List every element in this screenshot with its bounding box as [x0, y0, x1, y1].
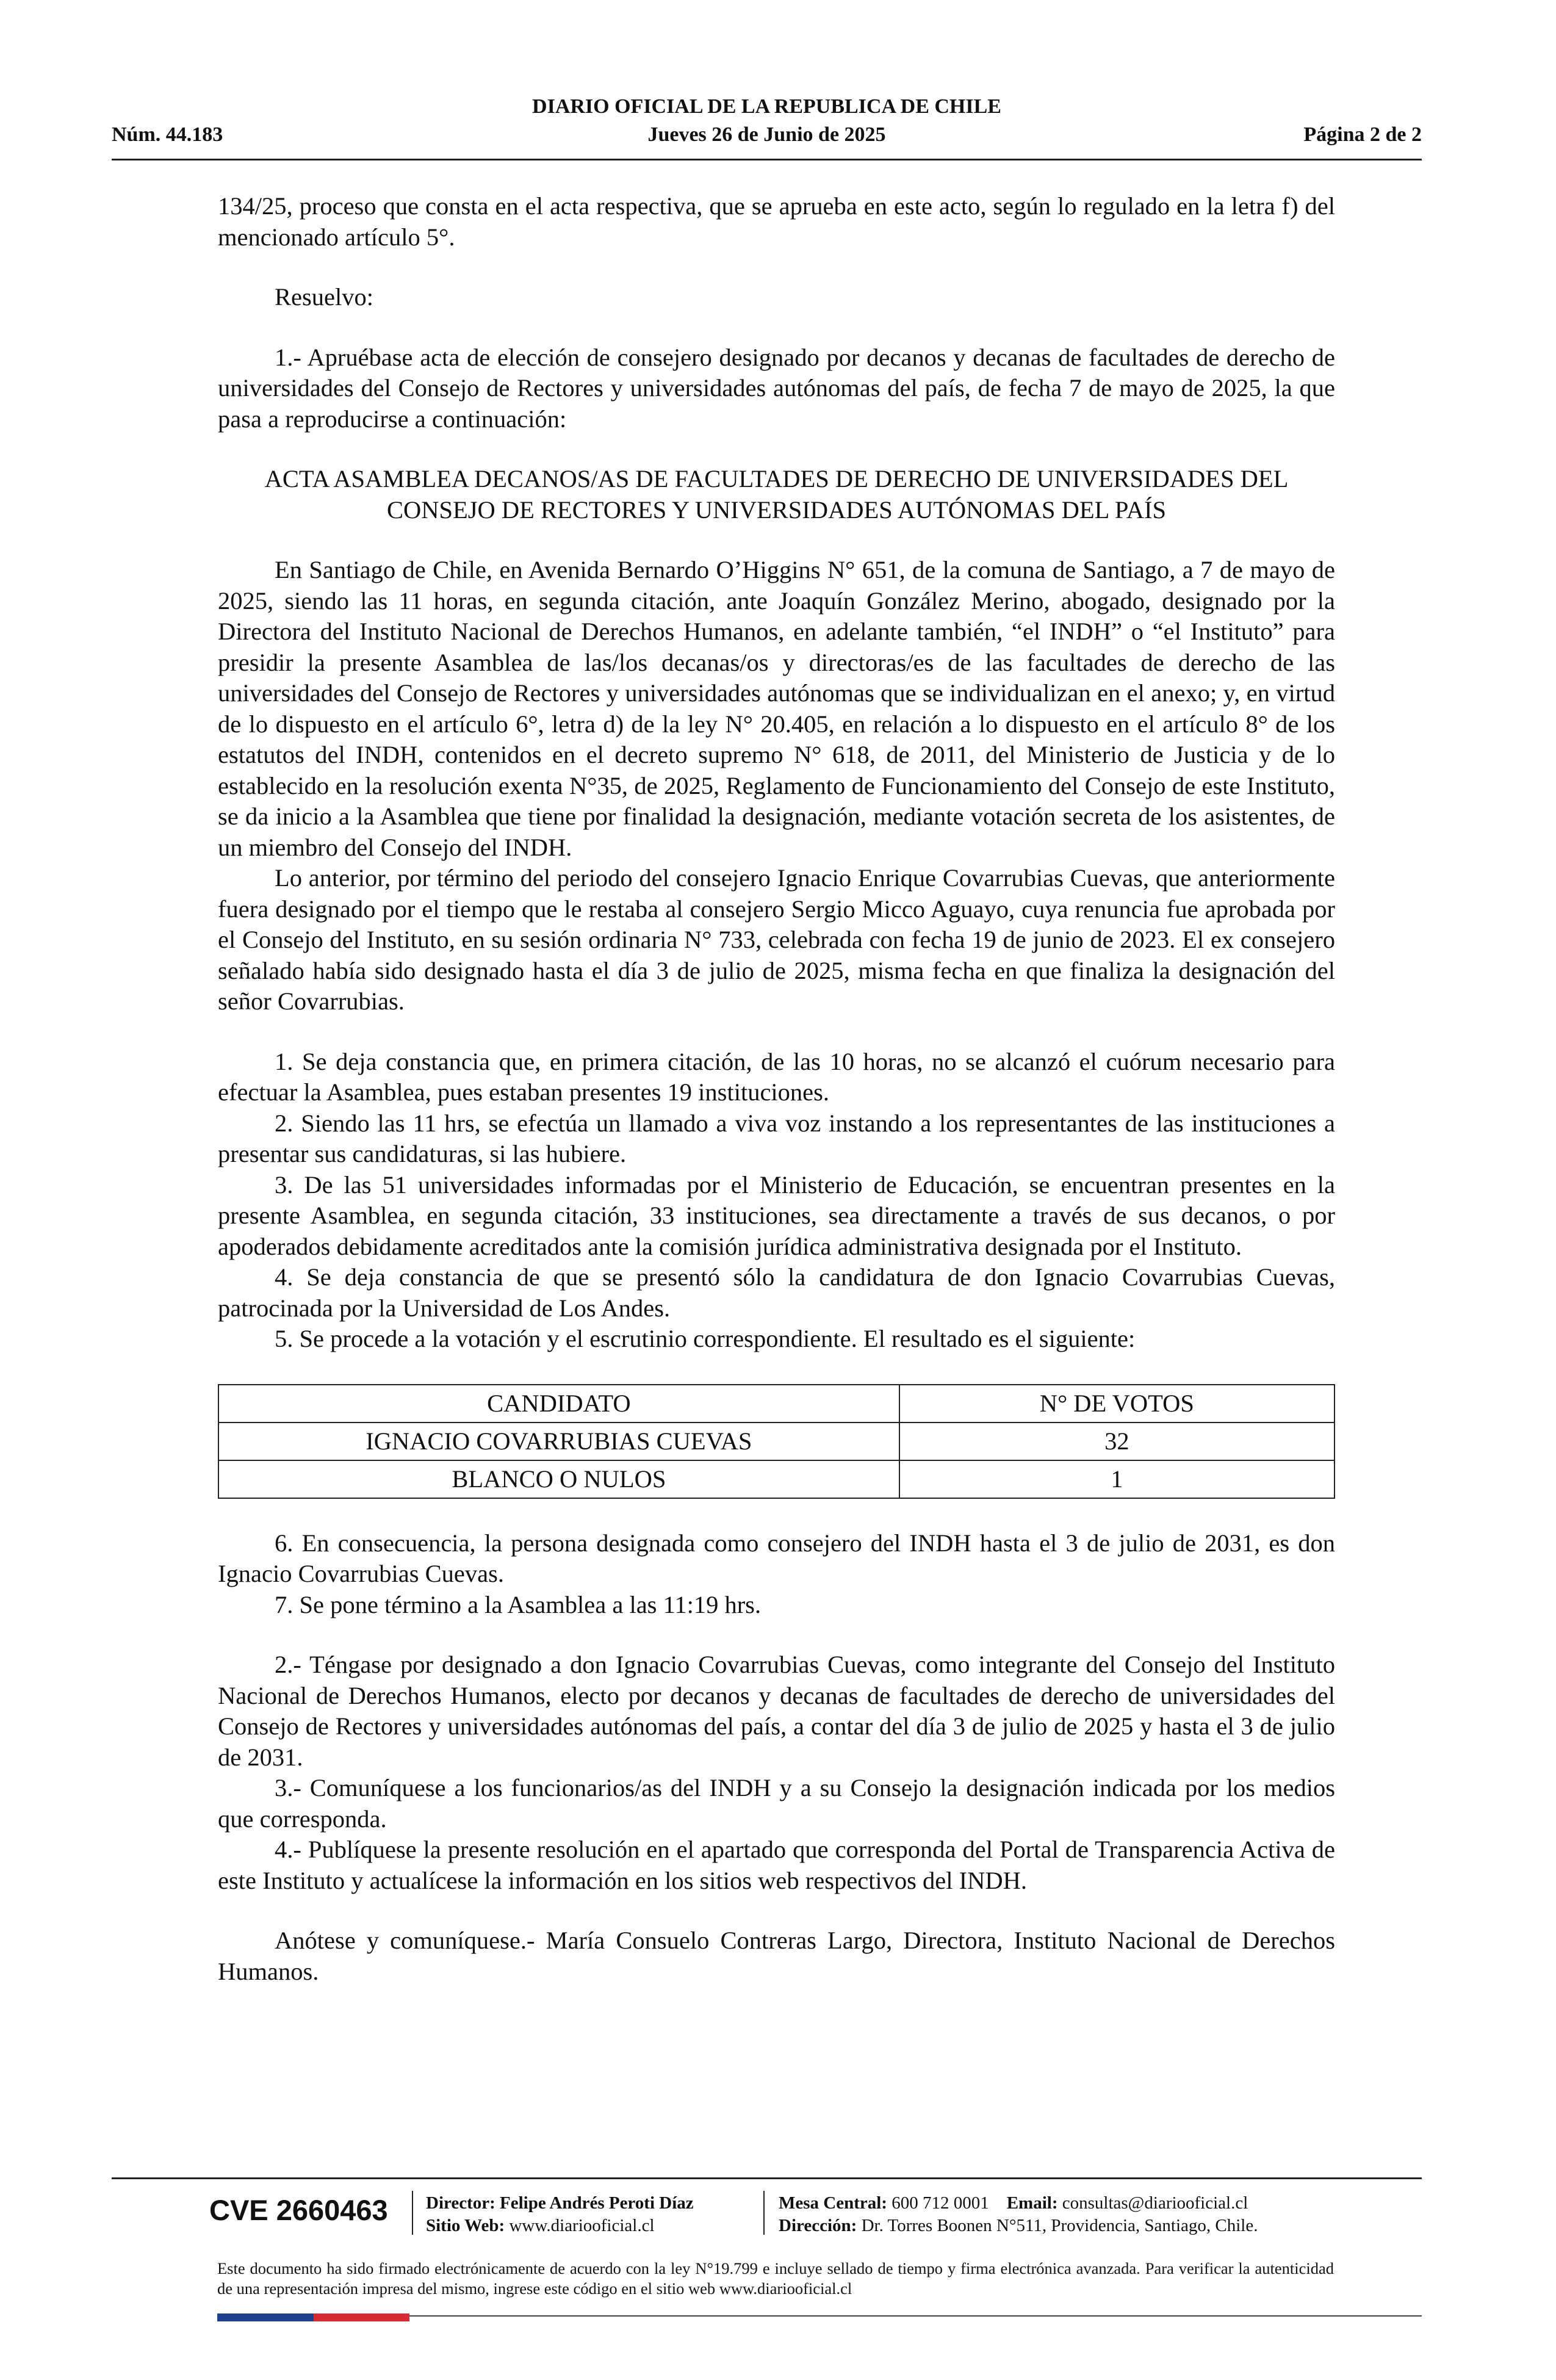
- paragraph-intro: 134/25, proceso que consta en el acta respectiva, que se aprueba en este acto, según lo regulado en la letra f) del mencionado artículo 5°.: [218, 192, 1335, 251]
- footer-separator: [412, 2191, 413, 2235]
- resolution-item-1: 1.- Apruébase acta de elección de consejero designado por decanos y decanas de facultades de derecho de universidades del Consejo de Rectores y universidades autónomas del país, de fecha 7 de mayo de 2025, la que pasa a reproducirse a continuación:: [218, 343, 1335, 433]
- footer-divider: [112, 2177, 1422, 2179]
- contact-info: [779, 2192, 1258, 2237]
- vote-results-table: [218, 1384, 1335, 1499]
- resolution-item-2: 2.- Téngase por designado a don Ignacio Covarrubias Cuevas, como integrante del Consejo del Instituto Nacional de Derechos Humanos, electo por decanos y decanas de facultades de derecho de universidades del Consejo de Rectores y universidades autónomas del país, a contar del día 3 de julio de 2025 y hasta el 3 de julio de 2031.: [218, 1651, 1335, 1771]
- page-footer: [112, 2177, 1422, 2298]
- address-text: Dr. Torres Boonen N°511, Providencia, Santiago, Chile.: [861, 2216, 1258, 2235]
- table-header-cell: N° DE VOTOS: [899, 1385, 1334, 1423]
- table-cell: BLANCO O NULOS: [218, 1460, 899, 1498]
- acta-title: ACTA ASAMBLEA DECANOS/AS DE FACULTADES DE DERECHO DE UNIVERSIDADES DEL CONSEJO DE RECTORES Y UNIVERSIDADES AUTÓNOMAS DEL PAÍS: [264, 465, 1289, 524]
- phone-label: Mesa Central:: [779, 2193, 887, 2213]
- table-header-cell: CANDIDATO: [218, 1385, 899, 1423]
- page-header: [112, 92, 1422, 160]
- issue-date: Jueves 26 de Junio de 2025: [647, 123, 886, 146]
- table-row: [218, 1423, 1334, 1460]
- issue-number: Núm. 44.183: [112, 123, 223, 146]
- chile-flag-bar: [217, 2313, 409, 2321]
- table-cell: 32: [899, 1423, 1334, 1460]
- address-label: Dirección:: [779, 2216, 857, 2235]
- resolution-item-4: 4.- Publíquese la presente resolución en el apartado que corresponda del Portal de Transparencia Activa de este Instituto y actualícese la información en los sitios web respectivos del INDH.: [218, 1836, 1335, 1894]
- resolution-item-3: 3.- Comuníquese a los funcionarios/as del INDH y a su Consejo la designación indicada por los medios que corresponda.: [218, 1774, 1335, 1833]
- acta-point-6: 6. En consecuencia, la persona designada como consejero del INDH hasta el 3 de julio de 2031, es don Ignacio Covarrubias Cuevas.: [218, 1529, 1335, 1587]
- phone-number: 600 712 0001: [891, 2193, 989, 2213]
- table-cell: 1: [899, 1460, 1334, 1498]
- director-label: Director:: [426, 2193, 495, 2213]
- acta-point-7: 7. Se pone término a la Asamblea a las 11:19 hrs.: [275, 1590, 762, 1618]
- acta-point-5: 5. Se procede a la votación y el escrutinio correspondiente. El resultado es el siguiente:: [275, 1325, 1136, 1352]
- acta-point-3: 3. De las 51 universidades informadas por el Ministerio de Educación, se encuentran presentes en la presente Asamblea, en segunda citación, 33 instituciones, sea directamente a través de sus decanos, o por apoderados debidamente acreditados ante la comisión jurídica administrativa designada por el Instituto.: [218, 1170, 1335, 1260]
- page-indicator: Página 2 de 2: [1303, 123, 1422, 146]
- table-header-row: [218, 1385, 1334, 1423]
- flag-red-segment: [314, 2313, 409, 2321]
- acta-point-2: 2. Siendo las 11 hrs, se efectúa un llamado a viva voz instando a los representantes de las instituciones a presentar sus candidaturas, si las hubiere.: [218, 1109, 1335, 1167]
- acta-paragraph-1: En Santiago de Chile, en Avenida Bernardo O’Higgins N° 651, de la comuna de Santiago, a 7 de mayo de 2025, siendo las 11 horas, en segunda citación, ante Joaquín González Merino, abogado, designado por la Directora del Instituto Nacional de Derechos Humanos, en adelante también, “el INDH” o “el Instituto” para presidir la presente Asamblea de las/los decanas/os y directoras/es de las facultades de derecho de las universidades del Consejo de Rectores y universidades autónomas que se individualizan en el anexo; y, en virtud de lo dispuesto en el artículo 6°, letra d) de la ley N° 20.405, en relación a lo dispuesto en el artículo 8° de los estatutos del INDH, contenidos en el decreto supremo N° 618, de 2011, del Ministerio de Justicia y de lo establecido en la resolución exenta N°35, de 2025, Reglamento de Funcionamiento del Consejo de este Instituto, se da inicio a la Asamblea que tiene por finalidad la designación, mediante votación secreta de los asistentes, de un miembro del Consejo del INDH.: [218, 556, 1335, 861]
- director-name: Felipe Andrés Peroti Díaz: [500, 2193, 694, 2213]
- footer-separator: [763, 2191, 765, 2235]
- flag-blue-segment: [217, 2313, 314, 2321]
- legal-notice: Este documento ha sido firmado electrónicamente de acuerdo con la ley N°19.799 e incluye sellado de tiempo y firma electrónica avanzada. Para verificar la autenticidad de una representación impresa del mismo, ingrese este código en el sitio web www.diariooficial.cl: [217, 2259, 1334, 2298]
- email-link[interactable]: consultas@diariooficial.cl: [1062, 2193, 1248, 2213]
- resolvo-label: Resuelvo:: [275, 283, 373, 311]
- closing-signature: Anótese y comuníquese.- María Consuelo Contreras Largo, Directora, Instituto Nacional de Derechos Humanos.: [218, 1927, 1335, 1985]
- website-link[interactable]: www.diariooficial.cl: [509, 2216, 655, 2235]
- cve-code: CVE 2660463: [209, 2194, 388, 2226]
- acta-point-4: 4. Se deja constancia de que se presentó sólo la candidatura de don Ignacio Covarrubias Cuevas, patrocinada por la Universidad de Los Andes.: [218, 1263, 1335, 1322]
- table-cell: IGNACIO COVARRUBIAS CUEVAS: [218, 1423, 899, 1460]
- footer-bottom-rule: [409, 2315, 1422, 2317]
- email-label: Email:: [1006, 2193, 1058, 2213]
- website-label: Sitio Web:: [426, 2216, 505, 2235]
- gazette-title: DIARIO OFICIAL DE LA REPUBLICA DE CHILE: [532, 95, 1001, 118]
- acta-paragraph-2: Lo anterior, por término del periodo del consejero Ignacio Enrique Covarrubias Cuevas, que anteriormente fuera designado por el tiempo que le restaba al consejero Sergio Micco Aguayo, cuya renuncia fue aprobada por el Consejo del Instituto, en su sesión ordinaria N° 733, celebrada con fecha 19 de junio de 2023. El ex consejero señalado había sido designado hasta el día 3 de julio de 2025, misma fecha en que finaliza la designación del señor Covarrubias.: [218, 864, 1335, 1015]
- director-info: [426, 2192, 694, 2237]
- document-body: [218, 191, 1335, 1987]
- table-row: [218, 1460, 1334, 1498]
- acta-point-1: 1. Se deja constancia que, en primera citación, de las 10 horas, no se alcanzó el cuórum necesario para efectuar la Asamblea, pues estaban presentes 19 instituciones.: [218, 1047, 1335, 1106]
